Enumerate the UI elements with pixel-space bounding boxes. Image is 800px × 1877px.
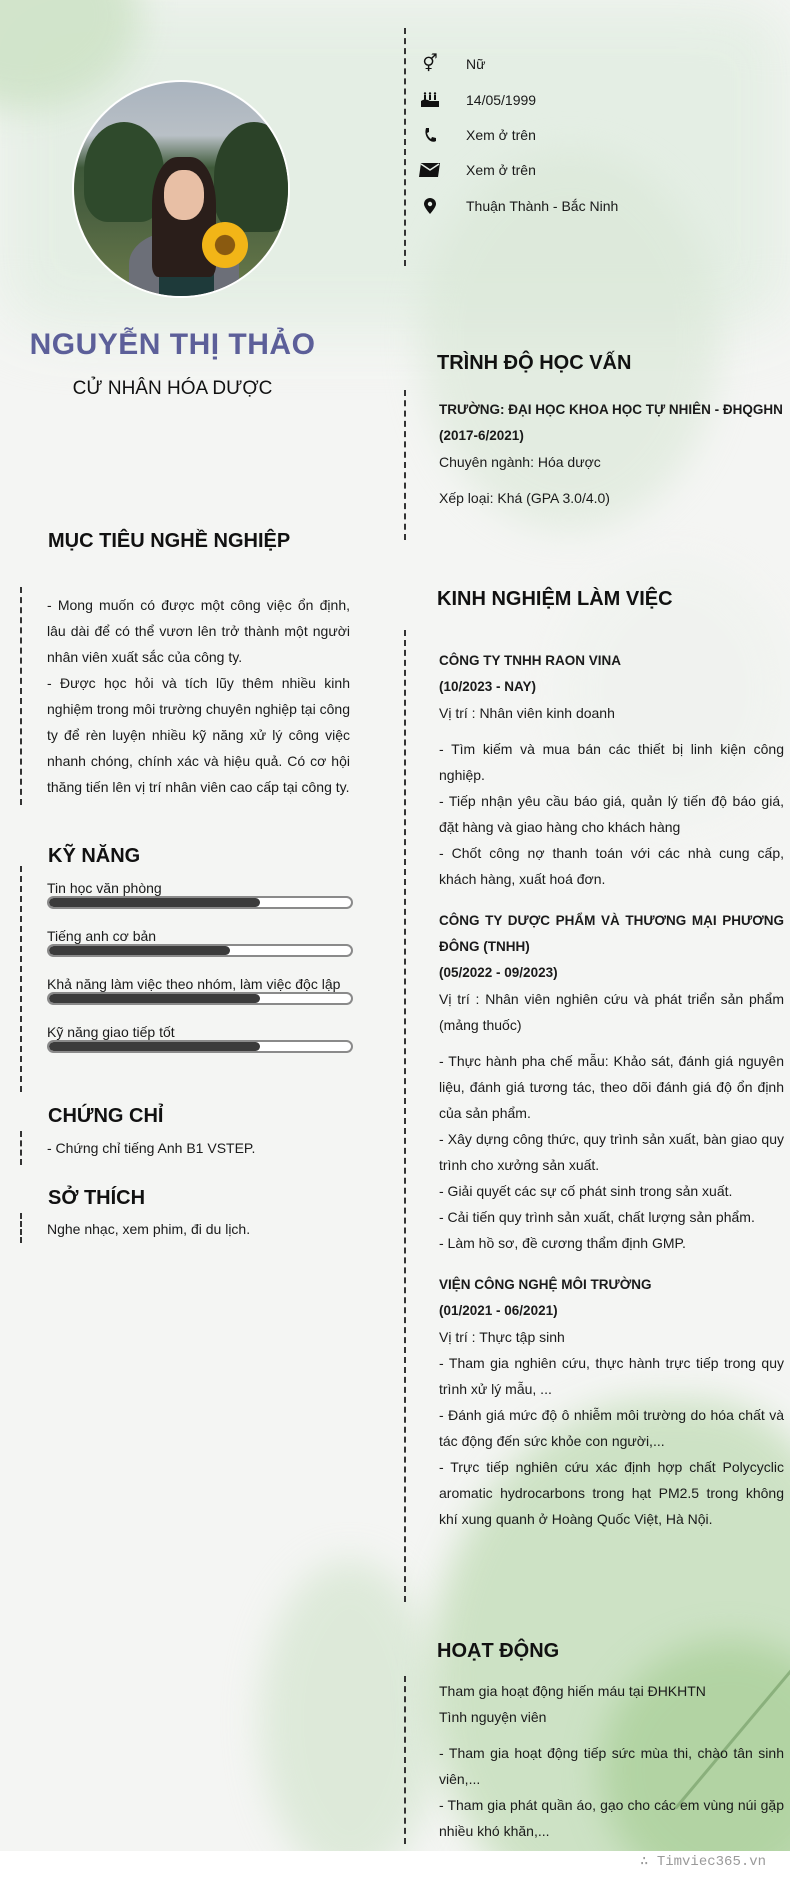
job-item [439, 648, 784, 892]
education-school: TRƯỜNG: ĐẠI HỌC KHOA HỌC TỰ NHIÊN - ĐHQGHN [439, 402, 783, 417]
job-duty: - Chốt công nợ thanh toán với các nhà cung cấp, khách hàng, xuất hoá đơn. [439, 845, 784, 887]
objective-heading: MỤC TIÊU NGHỀ NGHIỆP [48, 530, 291, 552]
activities-heading: HOẠT ĐỘNG [437, 1640, 560, 1662]
objective-paragraph: - Mong muốn có được một công việc ổn định, lâu dài để có thể vươn lên trở thành một người nhân viên xuất sắc của công ty. [47, 597, 350, 665]
job-duty: - Giải quyết các sự cố phát sinh trong sản xuất. [439, 1183, 733, 1199]
objective-divider [20, 587, 22, 805]
contact-value: Xem ở trên [466, 162, 536, 178]
avatar [72, 80, 290, 298]
activity-role: Tình nguyện viên [439, 1709, 547, 1725]
skill-fill [49, 946, 230, 955]
candidate-name: NGUYỄN THỊ THẢO [29, 328, 316, 361]
skill-bar [47, 992, 353, 1005]
activity-item: - Tham gia phát quần áo, gạo cho các em vùng núi gặp nhiều khó khăn,... [439, 1797, 784, 1839]
contact-gender [418, 52, 486, 76]
job-period: (01/2021 - 06/2021) [439, 1303, 558, 1318]
objective-paragraph: - Được học hỏi và tích lũy thêm nhiều kinh nghiệm trong môi trường chuyên nghiệp tại công ty để rèn luyện nhiều kỹ năng xử lý công việc nhanh chóng, chính xác và hiệu quả. Có cơ hội thăng tiến lên vị trí nhân viên cao cấp tại công ty. [47, 675, 350, 795]
job-position: Vị trí : Thực tập sinh [439, 1329, 565, 1345]
activities-divider [404, 1676, 406, 1844]
education-grade: Xếp loại: Khá (GPA 3.0/4.0) [439, 490, 610, 506]
job-duty: - Thực hành pha chế mẫu: Khảo sát, đánh giá nguyên liệu, đánh giá tương tác, theo dõi đánh giá độ ổn định của sản phẩm. [439, 1053, 784, 1121]
activity-item: - Tham gia hoạt động tiếp sức mùa thi, chào tân sinh viên,... [439, 1745, 784, 1787]
experience-divider [404, 630, 406, 1602]
map-marker-icon [418, 196, 442, 216]
skills-divider [20, 866, 22, 1092]
job-period: (10/2023 - NAY) [439, 679, 537, 694]
watermark: ∴ Timviec365.vn [640, 1854, 767, 1870]
skill-label: Kỹ năng giao tiếp tốt [47, 1024, 175, 1040]
job-duty: - Xây dựng công thức, quy trình sản xuất, bàn giao quy trình cho xưởng sản xuất. [439, 1131, 784, 1173]
experience-heading: KINH NGHIỆM LÀM VIỆC [437, 588, 673, 610]
certificates-text: - Chứng chỉ tiếng Anh B1 VSTEP. [47, 1140, 256, 1156]
skill-bar [47, 944, 353, 957]
education-heading: TRÌNH ĐỘ HỌC VẤN [437, 352, 632, 374]
contact-value: Thuận Thành - Bắc Ninh [466, 198, 619, 214]
job-duty: - Tiếp nhận yêu cầu báo giá, quản lý tiến độ báo giá, đặt hàng và giao hàng cho khách hàng [439, 793, 784, 835]
job-item [439, 908, 784, 1256]
contact-email [418, 158, 536, 182]
job-company: VIỆN CÔNG NGHỆ MÔI TRƯỜNG [439, 1277, 652, 1292]
education-period: (2017-6/2021) [439, 428, 524, 443]
skill-bar [47, 1040, 353, 1053]
hobbies-text: Nghe nhạc, xem phim, đi du lịch. [47, 1221, 251, 1237]
bg-leaf-bottom-mid [260, 1560, 440, 1851]
sunflower [202, 222, 248, 268]
job-duty: - Trực tiếp nghiên cứu xác định hợp chất Polycyclic aromatic hydrocarbons trong hạt PM2.5 trong không khí xung quanh ở Hoàng Quốc Việt, Hà Nội. [439, 1459, 784, 1527]
education-block [439, 397, 784, 511]
hobbies-heading: SỞ THÍCH [48, 1187, 146, 1209]
contact-birthday [418, 88, 537, 112]
job-company: CÔNG TY DƯỢC PHẨM VÀ THƯƠNG MẠI PHƯƠNG ĐÔNG (TNHH) [439, 913, 784, 954]
job-duty: - Đánh giá mức độ ô nhiễm môi trường do hóa chất và tác động đến sức khỏe con người,... [439, 1407, 784, 1449]
certificates-divider [20, 1131, 22, 1165]
activities-block [439, 1678, 784, 1844]
certificates-heading: CHỨNG CHỈ [48, 1105, 164, 1127]
job-item [439, 1272, 784, 1532]
skills-heading: KỸ NĂNG [48, 845, 141, 867]
job-duty: - Cải tiến quy trình sản xuất, chất lượng sản phẩm. [439, 1209, 755, 1225]
job-position: Vị trí : Nhân viên kinh doanh [439, 705, 615, 721]
candidate-title: CỬ NHÂN HÓA DƯỢC [72, 378, 273, 399]
contact-value: Xem ở trên [466, 127, 536, 143]
job-position: Vị trí : Nhân viên nghiên cứu và phát triển sản phẩm (mảng thuốc) [439, 991, 784, 1033]
skill-label: Khả năng làm việc theo nhóm, làm việc độc lập [47, 976, 341, 992]
skill-fill [49, 994, 260, 1003]
education-major: Chuyên ngành: Hóa dược [439, 454, 601, 470]
hobbies-divider [20, 1213, 22, 1243]
gender-icon: ⚥ [422, 54, 438, 73]
contact-phone [418, 123, 536, 147]
contact-value: Nữ [466, 56, 486, 72]
job-duty: - Tìm kiếm và mua bán các thiết bị linh kiện công nghiệp. [439, 741, 784, 783]
experience-list [439, 648, 784, 1532]
contact-address [418, 194, 619, 218]
phone-icon [418, 125, 442, 145]
skill-fill [49, 1042, 260, 1051]
objective-text [47, 592, 350, 800]
job-company: CÔNG TY TNHH RAON VINA [439, 653, 622, 668]
skill-label: Tin học văn phòng [47, 880, 162, 896]
job-period: (05/2022 - 09/2023) [439, 965, 558, 980]
contact-divider [404, 28, 406, 266]
skill-label: Tiếng anh cơ bản [47, 928, 157, 944]
job-duty: - Làm hồ sơ, đề cương thẩm định GMP. [439, 1235, 686, 1251]
birthday-cake-icon [418, 90, 442, 110]
job-duty: - Tham gia nghiên cứu, thực hành trực tiếp trong quy trình xử lý mẫu, ... [439, 1355, 784, 1397]
skill-fill [49, 898, 260, 907]
education-divider [404, 390, 406, 540]
envelope-icon [418, 160, 442, 180]
skill-bar [47, 896, 353, 909]
contact-value: 14/05/1999 [466, 92, 537, 108]
activity-title: Tham gia hoạt động hiến máu tại ĐHKHTN [439, 1683, 706, 1699]
